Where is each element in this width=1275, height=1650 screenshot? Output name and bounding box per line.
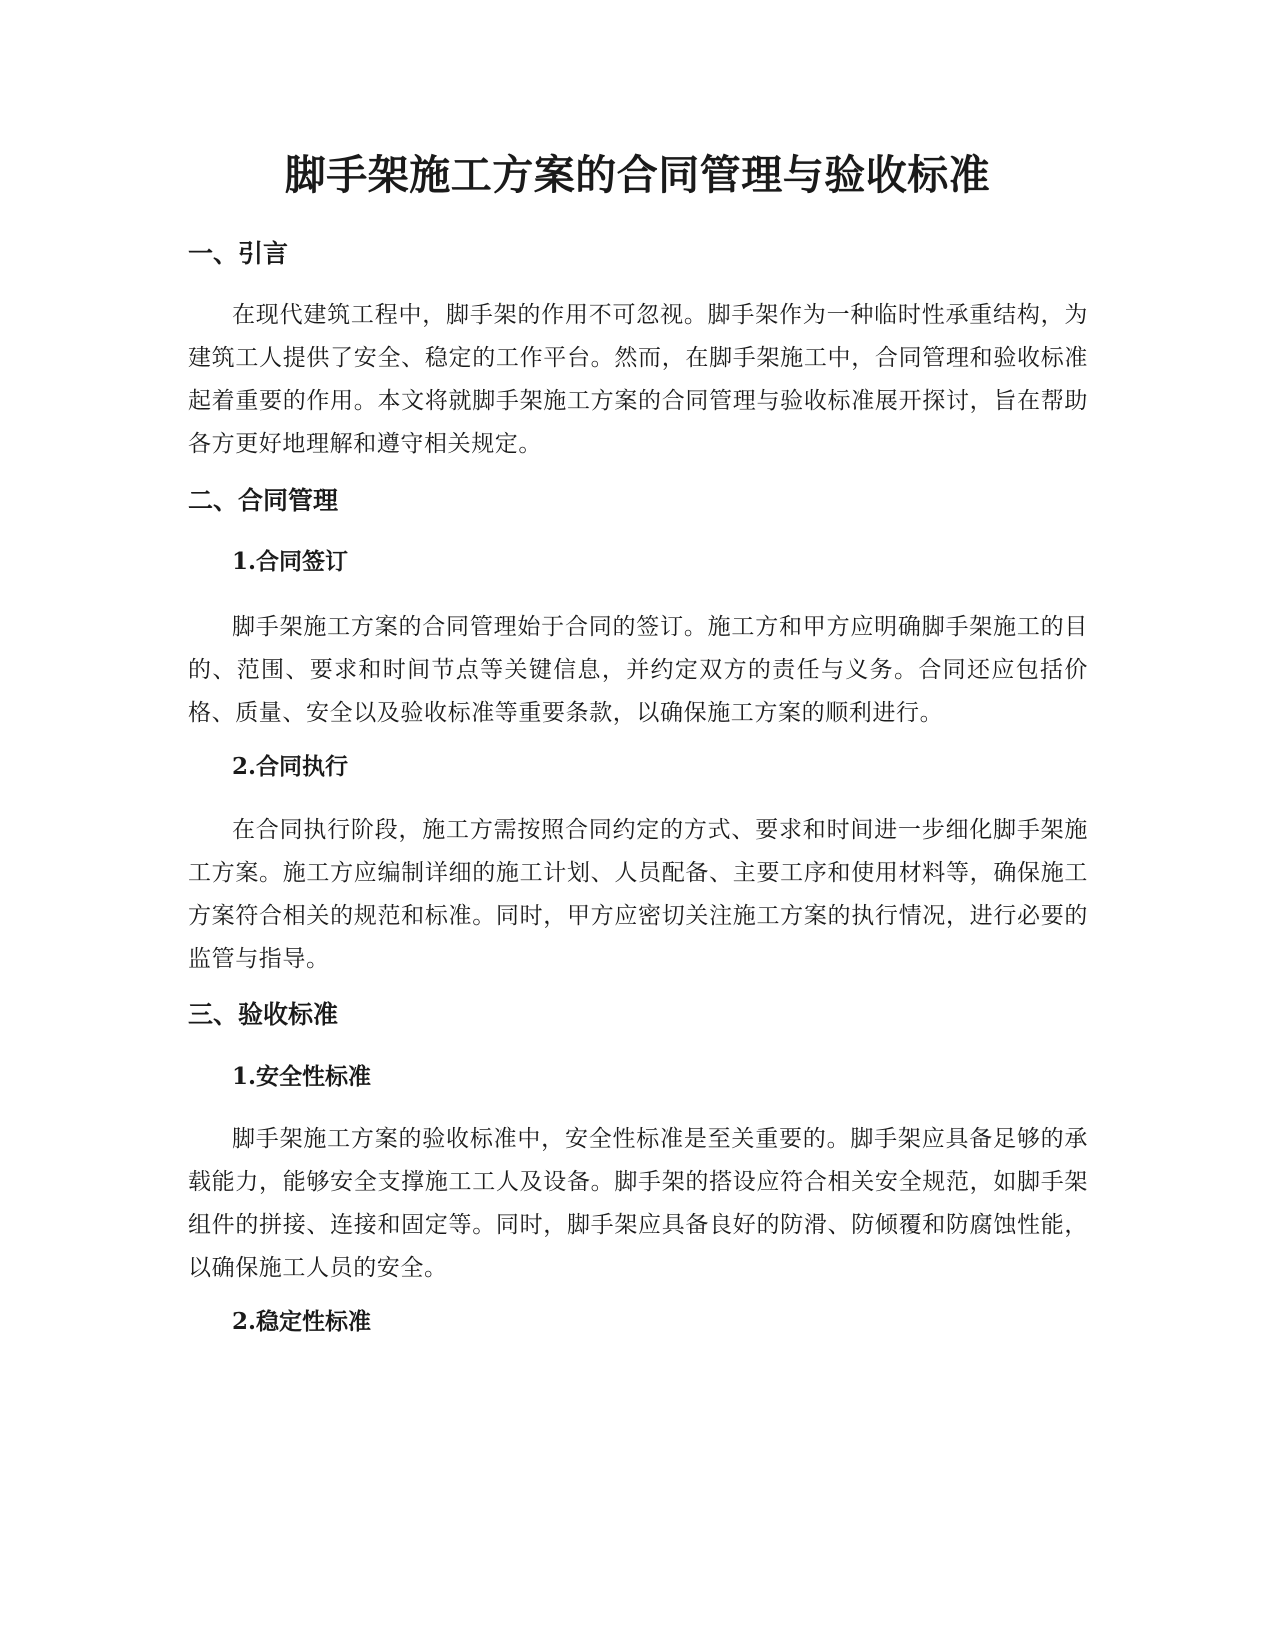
subheading-contract-execution: 2.合同执行 [232, 753, 349, 780]
document-title: 脚手架施工方案的合同管理与验收标准 [284, 151, 991, 199]
paragraph-contract-execution: 在合同执行阶段，施工方需按照合同约定的方式、要求和时间进一步细化脚手架施工方案。施工方应编制详细的施工计划、人员配备、主要工序和使用材料等，确保施工方案符合相关的规范和标准。同时，甲方应密切关注施工方案的执行情况，进行必要的监管与指导。 [188, 817, 1088, 972]
paragraph-introduction: 在现代建筑工程中，脚手架的作用不可忽视。脚手架作为一种临时性承重结构，为建筑工人提供了安全、稳定的工作平台。然而，在脚手架施工中，合同管理和验收标准起着重要的作用。本文将就脚手架施工方案的合同管理与验收标准展开探讨，旨在帮助各方更好地理解和遵守相关规定。 [188, 302, 1088, 457]
subheading-safety-standard: 1.安全性标准 [232, 1063, 372, 1090]
paragraph-safety-standard: 脚手架施工方案的验收标准中，安全性标准是至关重要的。脚手架应具备足够的承载能力，能够安全支撑施工工人及设备。脚手架的搭设应符合相关安全规范，如脚手架组件的拼接、连接和固定等。同时，脚手架应具备良好的防滑、防倾覆和防腐蚀性能，以确保施工人员的安全。 [188, 1126, 1088, 1281]
paragraph-contract-signing: 脚手架施工方案的合同管理始于合同的签订。施工方和甲方应明确脚手架施工的目的、范围、要求和时间节点等关键信息，并约定双方的责任与义务。合同还应包括价格、质量、安全以及验收标准等重要条款，以确保施工方案的顺利进行。 [188, 614, 1088, 726]
section-heading-contract-management: 二、合同管理 [188, 486, 339, 515]
subheading-contract-signing: 1.合同签订 [232, 548, 349, 575]
section-heading-acceptance-standards: 三、验收标准 [188, 1000, 339, 1029]
subheading-stability-standard: 2.稳定性标准 [232, 1308, 372, 1335]
section-heading-introduction: 一、引言 [188, 239, 289, 268]
